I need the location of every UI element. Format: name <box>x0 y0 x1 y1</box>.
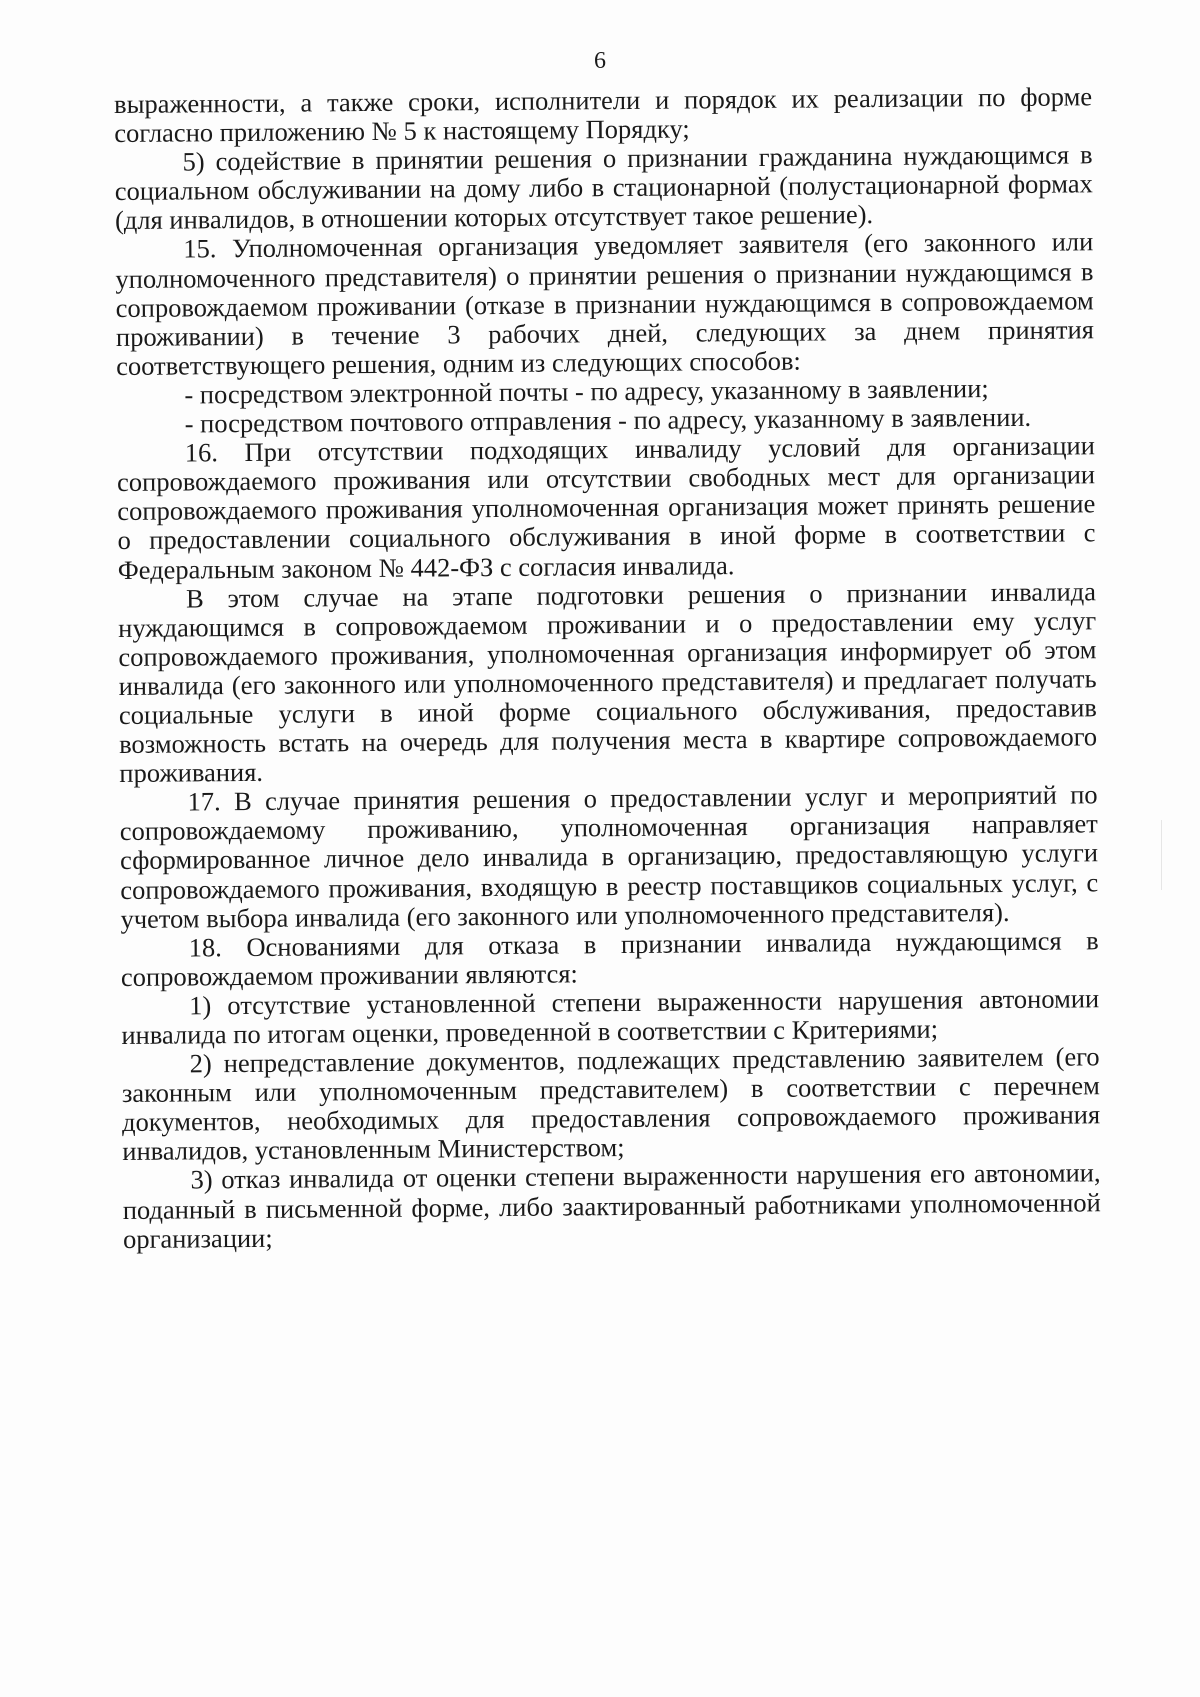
paragraph-continuation: выраженности, а также сроки, исполнители и порядок их реализации по форме согласно приложению № 5 к настоящему Порядку; <box>113 81 1093 149</box>
paragraph-method-post: - посредством почтового отправления - по адресу, указанному в заявлении. <box>184 401 1032 439</box>
document-body <box>114 82 1101 1253</box>
paragraph-clause-18-item-1: 1) отсутствие установленной степени выраженности нарушения автономии инвалида по итогам оценки, проведенной в соответствии с Критериями; <box>121 983 1100 1050</box>
paragraph-clause-16-continued: В этом случае на этапе подготовки решения о признании инвалида нуждающимся в сопровождаемом проживании и о предоставлении ему услуг сопровождаемого проживания, уполномоченная организация информирует об этом инвалида (его законного или уполномоченного представителя) и предлагает получать социальные услуги в иной форме социального обслуживания, предоставив возможность встать на очередь для получения места в квартире сопровождаемого проживания. <box>118 575 1098 789</box>
paragraph-clause-18-item-2: 2) непредставление документов, подлежащих представлению заявителем (его законным или уполномоченным представителем) в соответствии с перечнем документов, необходимых для предоставления сопровождаемого проживания инвалидов, установленным Министерством; <box>121 1041 1101 1167</box>
paragraph-clause-15: 15. Уполномоченная организация уведомляет заявителя (его законного или уполномоченного представителя) о принятии решения о признании нуждающимся в сопровождаемом проживании (отказе в признании нуждающимся в сопровождаемом проживании) в течение 3 рабочих дней, следующих за днем принятия соответствующего решения, одним из следующих способов: <box>115 226 1095 381</box>
paragraph-method-email: - посредством электронной почты - по адресу, указанному в заявлении; <box>184 373 989 410</box>
scan-artifact <box>1161 820 1162 890</box>
paragraph-clause-18-item-3: 3) отказ инвалида от оценки степени выраженности нарушения его автономии, поданный в письменной форме, либо заактированный работниками уполномоченной организации; <box>122 1157 1101 1254</box>
paragraph-item-5: 5) содействие в принятии решения о признании гражданина нуждающимся в социальном обслуживании на дому либо в стационарной (полустационарной формах (для инвалидов, в отношении которых отсутствует такое решение). <box>114 139 1093 236</box>
paragraph-clause-18: 18. Основаниями для отказа в признании инвалида нуждающимся в сопровождаемом проживании являются: <box>120 925 1099 992</box>
page-number: 6 <box>594 48 606 74</box>
paragraph-clause-16: 16. При отсутствии подходящих инвалиду условий для организации сопровождаемого проживания или отсутствии свободных мест для организации сопровождаемого проживания уполномоченная организация может принять решение о предоставлении социального обслуживания в иной форме в соответствии с Федеральным законом № 442-ФЗ с согласия инвалида. <box>116 430 1096 585</box>
paragraph-clause-17: 17. В случае принятия решения о предоставлении услуг и мероприятий по сопровождаемому проживанию, уполномоченная организация направляет сформированное личное дело инвалида в организацию, предоставляющую услуги сопровождаемого проживания, входящую в реестр поставщиков социальных услуг, с учетом выбора инвалида (его законного или уполномоченного представителя). <box>119 779 1099 934</box>
